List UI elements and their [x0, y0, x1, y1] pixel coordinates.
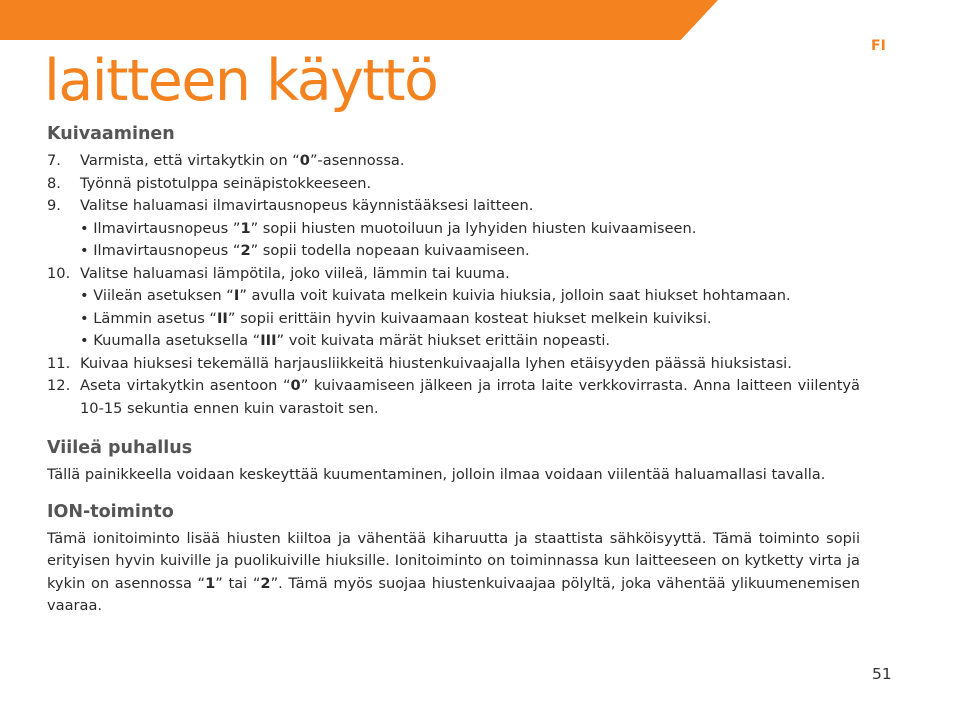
- viilea-puhallus-text: Tällä painikkeella voidaan keskeyttää kuumentaminen, jolloin ilmaa voidaan viilentää haluamallasi tavalla.: [47, 466, 826, 483]
- step-number: 7.: [47, 152, 61, 169]
- step-10-bullet-1: [47, 285, 860, 308]
- text-part: Aseta virtakytkin asentoon “: [80, 377, 291, 394]
- section-heading-viilea-puhallus: Viileä puhallus: [47, 438, 193, 458]
- step-9-bullet-1: [47, 218, 860, 241]
- text-part: • Ilmavirtausnopeus ”: [80, 219, 241, 237]
- step-8: [47, 173, 860, 196]
- heat-setting: II: [217, 309, 228, 327]
- drying-steps-list: [47, 150, 860, 420]
- step-10: [47, 263, 860, 286]
- language-code: FI: [871, 38, 886, 54]
- text-part: • Ilmavirtausnopeus “: [80, 242, 241, 259]
- text-part: ” sopii todella nopeaan kuivaamiseen.: [250, 242, 530, 259]
- step-text: Valitse haluamasi ilmavirtausnopeus käynnistääksesi laitteen.: [80, 197, 534, 214]
- section-heading-kuivaaminen: Kuivaaminen: [47, 124, 175, 144]
- switch-position: 0: [290, 377, 301, 394]
- step-11: [47, 353, 860, 376]
- step-9: [47, 195, 860, 218]
- text-part: ”. Tämä myös suojaa hiustenkuivaajaa pölyltä, joka vähentää ylikuumenemisen vaaraa.: [47, 574, 861, 614]
- text-part: ” voit kuivata märät hiukset erittäin nopeasti.: [276, 332, 611, 349]
- step-9-bullet-2: [47, 240, 860, 263]
- page-content: [47, 121, 860, 618]
- step-number: 11.: [47, 354, 71, 372]
- speed-setting: 1: [240, 219, 251, 237]
- step-text: [80, 375, 860, 420]
- text-part: ” tai “: [215, 574, 261, 592]
- switch-position: 2: [260, 574, 271, 592]
- speed-setting: 2: [240, 242, 251, 259]
- step-text: Työnnä pistotulppa seinäpistokkeeseen.: [80, 174, 372, 192]
- text-part: ” avulla voit kuivata melkein kuivia hiuksia, jolloin saat hiukset hohtamaan.: [239, 287, 791, 304]
- text-part: ”-asennossa.: [309, 152, 405, 169]
- heat-setting: III: [260, 332, 277, 349]
- text-part: ” kuivaamiseen jälkeen ja irrota laite verkkovirrasta. Anna laitteen viilentyä 10-15 sekuntia ennen kuin varastoit sen.: [80, 377, 861, 417]
- step-text: [80, 150, 860, 173]
- text-part: ” sopii hiusten muotoiluun ja lyhyiden hiusten kuivaamiseen.: [250, 219, 697, 237]
- text-part: • Kuumalla asetuksella “: [80, 332, 261, 349]
- step-12: [47, 375, 860, 420]
- text-part: Varmista, että virtakytkin on “: [80, 152, 300, 169]
- step-number: 12.: [47, 377, 71, 394]
- step-text: Valitse haluamasi lämpötila, joko viileä, lämmin tai kuuma.: [80, 264, 510, 282]
- step-number: 10.: [47, 264, 71, 282]
- step-number: 9.: [47, 197, 61, 214]
- page-title: laitteen käyttö: [44, 48, 438, 114]
- step-text: Kuivaa hiuksesi tekemällä harjausliikkeitä hiustenkuivaajalla lyhen etäisyyden päässä hiuksistasi.: [80, 354, 792, 372]
- page-number: 51: [872, 665, 892, 683]
- switch-position: 0: [299, 152, 310, 169]
- step-number: 8.: [47, 174, 61, 192]
- text-part: • Lämmin asetus “: [80, 309, 217, 327]
- heat-setting: I: [233, 287, 240, 304]
- header-accent-band: [0, 0, 718, 40]
- section-heading-ion-toiminto: ION-toiminto: [47, 501, 174, 522]
- ion-toiminto-text: [47, 528, 860, 618]
- text-part: Tämä ionitoiminto lisää hiusten kiiltoa ja vähentää kiharuutta ja staattista sähköisyyttä. Tämä toiminto sopii erityisen hyvin kuiville ja puolikuiville hiuksille. Ionitoiminto on toiminnassa kun laitteeseen on kytketty virta ja kykin on asennossa “: [47, 529, 860, 592]
- step-10-bullet-2: [47, 308, 860, 331]
- switch-position: 1: [205, 574, 216, 592]
- step-10-bullet-3: [47, 330, 860, 353]
- text-part: ” sopii erittäin hyvin kuivaamaan kosteat hiukset melkein kuiviksi.: [227, 309, 712, 327]
- step-7: [47, 150, 860, 173]
- text-part: • Viileän asetuksen “: [80, 287, 234, 304]
